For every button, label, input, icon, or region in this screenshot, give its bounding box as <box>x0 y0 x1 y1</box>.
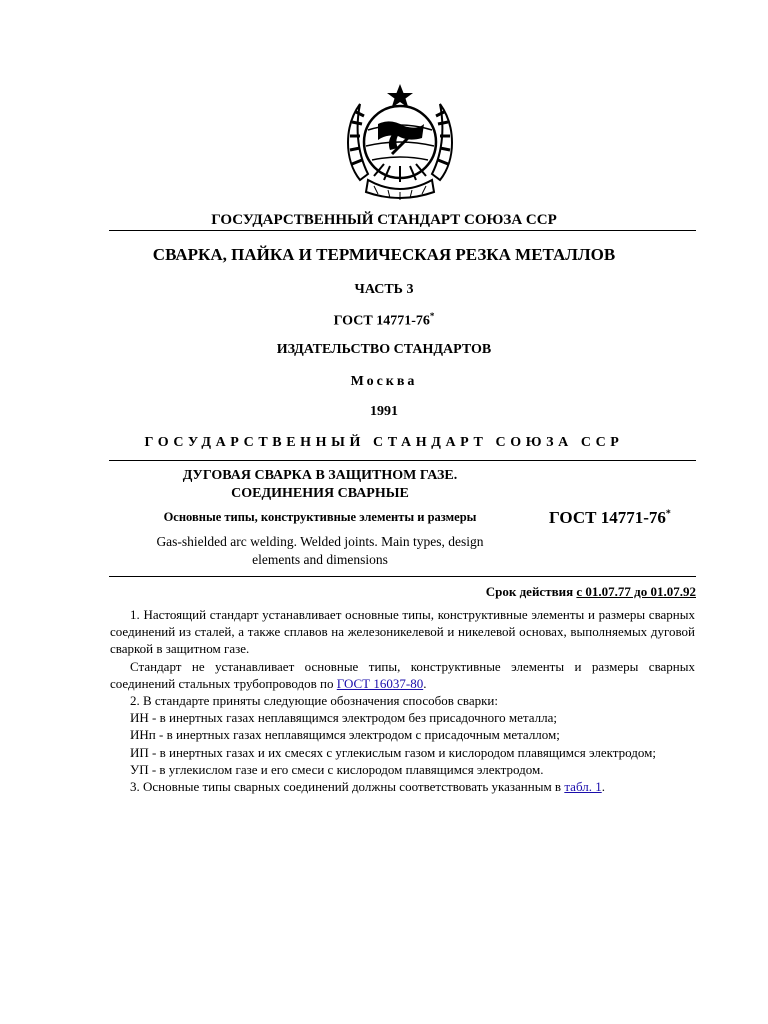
standard-code <box>549 508 671 528</box>
city: Москва <box>350 374 418 389</box>
validity-period <box>486 584 696 600</box>
paragraph-5: ИНп - в инертных газах неплавящимся электродом с присадочным металлом; <box>130 727 560 743</box>
english-title-line2: elements and dimensions <box>252 552 388 567</box>
paragraph-1: 1. Настоящий стандарт устанавливает основные типы, конструктивные элементы и размеры сварных соединений из сталей, а также сплавов на железоникелевой и никелевой основах, выполняемых дуговой сваркой в защитном газе. <box>110 607 695 657</box>
standard-title <box>110 467 530 503</box>
paragraph-3: 2. В стандарте приняты следующие обозначения способов сварки: <box>130 693 498 709</box>
divider-line <box>109 576 696 577</box>
paragraph-7: УП - в углекислом газе и его смеси с кислородом плавящимся электродом. <box>130 761 544 777</box>
paragraph-8 <box>110 778 695 795</box>
paragraph-8-end: . <box>601 779 605 795</box>
part-label: ЧАСТЬ 3 <box>354 282 414 297</box>
publisher: ИЗДАТЕЛЬСТВО СТАНДАРТОВ <box>276 342 492 357</box>
paragraph-2 <box>110 658 695 692</box>
paragraph-2-text: Стандарт не устанавливает основные типы, конструктивные элементы и размеры сварных соединений стальных трубопроводов по <box>110 658 695 691</box>
table-1-link[interactable]: табл. 1 <box>564 779 602 795</box>
paragraph-8-text: 3. Основные типы сварных соединений должны соответствовать указанным в <box>130 779 565 795</box>
org-title-spaced: ГОСУДАРСТВЕННЫЙ СТАНДАРТ СОЮЗА ССР <box>144 435 624 450</box>
paragraph-2-end: . <box>423 675 427 691</box>
gost-number-mark: * <box>429 311 435 321</box>
standard-subtitle: Основные типы, конструктивные элементы и размеры <box>163 510 477 524</box>
divider-line <box>109 230 696 231</box>
standard-title-line1: ДУГОВАЯ СВАРКА В ЗАЩИТНОМ ГАЗЕ. <box>182 468 458 483</box>
validity-label: Срок действия <box>485 584 577 599</box>
year: 1991 <box>370 404 398 419</box>
paragraph-4: ИН - в инертных газах неплавящимся электродом без присадочного металла; <box>130 710 558 726</box>
standard-code-mark: * <box>665 508 671 520</box>
standard-code-text: ГОСТ 14771-76 <box>549 508 666 527</box>
gost-number <box>0 311 768 330</box>
gost-number-text: ГОСТ 14771-76 <box>333 313 430 329</box>
gost-16037-link[interactable]: ГОСТ 16037-80 <box>336 675 424 691</box>
body-text <box>110 606 695 795</box>
divider-line <box>109 460 696 461</box>
standard-title-line2: СОЕДИНЕНИЯ СВАРНЫЕ <box>231 486 409 501</box>
org-title: ГОСУДАРСТВЕННЫЙ СТАНДАРТ СОЮЗА ССР <box>211 212 557 228</box>
main-title: СВАРКА, ПАЙКА И ТЕРМИЧЕСКАЯ РЕЗКА МЕТАЛЛОВ <box>152 245 616 264</box>
paragraph-6: ИП - в инертных газах и их смесях с углекислым газом и кислородом плавящимся электродом; <box>130 744 656 760</box>
standard-english-title <box>110 533 530 569</box>
english-title-line1: Gas-shielded arc welding. Welded joints. Main types, design <box>156 534 484 549</box>
ussr-emblem-icon <box>338 80 462 204</box>
validity-dates: с 01.07.77 до 01.07.92 <box>576 584 696 599</box>
